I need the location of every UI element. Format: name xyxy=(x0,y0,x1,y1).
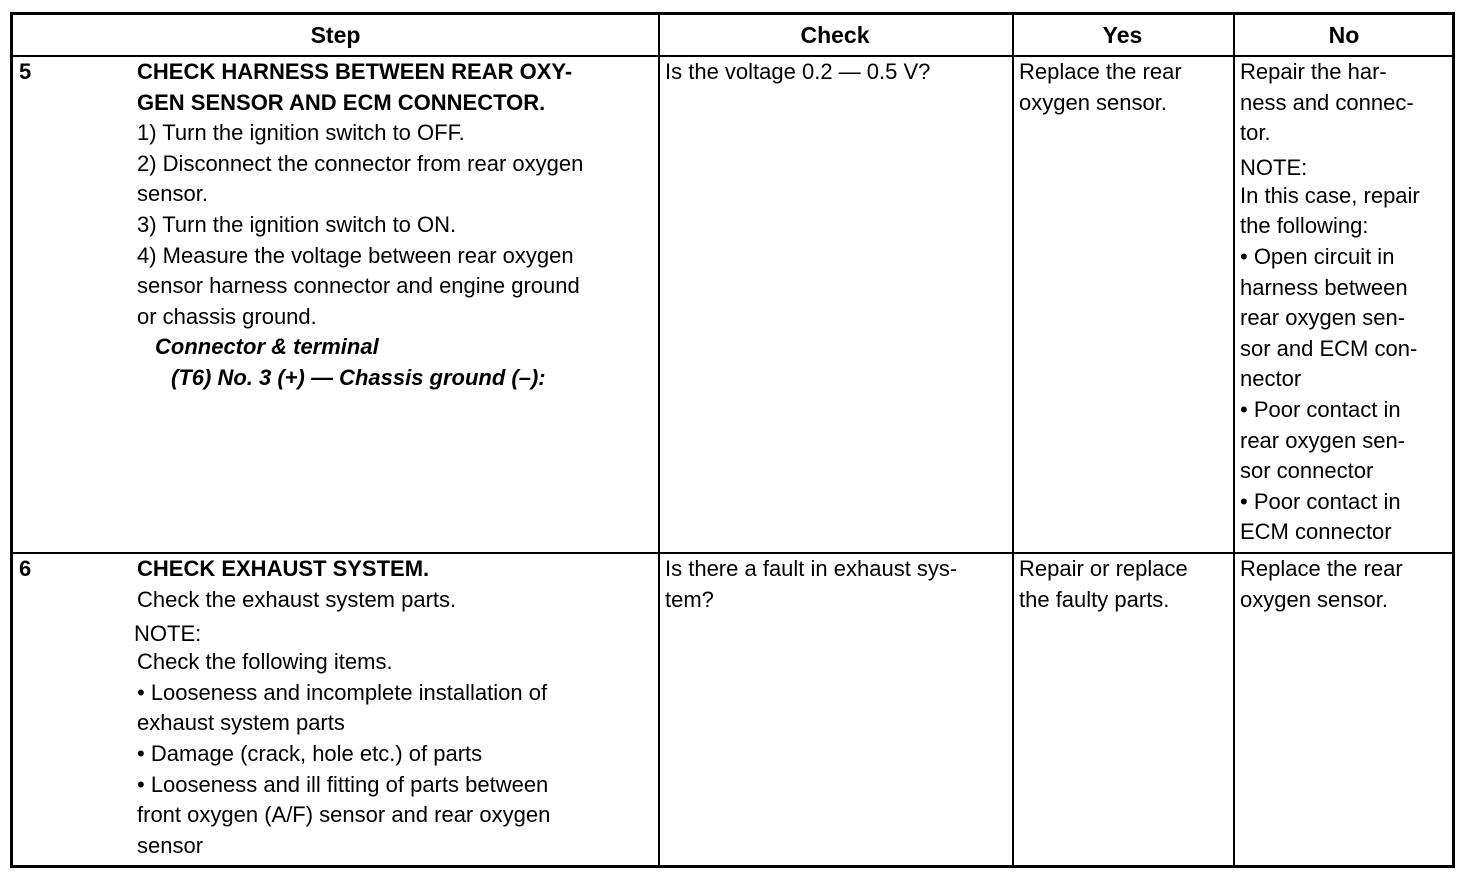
row-6-note-label: NOTE: xyxy=(134,621,202,647)
row-5-no-note-label: NOTE: xyxy=(1240,154,1308,180)
row-5-check-line-1: Is the voltage 0.2 — 0.5 V? xyxy=(665,59,931,84)
row-5-yes xyxy=(1019,57,1182,118)
row-6-title-line-1: CHECK EXHAUST SYSTEM. xyxy=(137,556,430,581)
row-5-step-line-3: sensor. xyxy=(137,181,208,207)
header-check: Check xyxy=(800,22,870,48)
row-5-no-note-line-2: the following: xyxy=(1240,213,1369,239)
row-5-no-note-line-6: sor and ECM con- xyxy=(1240,335,1418,361)
row-5-step-line-6: sensor harness connector and engine ground xyxy=(137,273,580,299)
row-5-step-line-4: 3) Turn the ignition switch to ON. xyxy=(137,211,457,237)
row-6-no xyxy=(1240,554,1403,615)
row-6-yes xyxy=(1019,554,1188,615)
row-5-number: 5 xyxy=(19,59,32,84)
row-5-no-note-line-7: nector xyxy=(1240,366,1302,392)
row-6-step-line-1: Check the exhaust system parts. xyxy=(137,586,457,612)
row-5-no-note-line-10: sor connector xyxy=(1240,458,1374,484)
row-6-yes-line-1: Repair or replace xyxy=(1019,556,1188,581)
row-5-no-note-line-3: • Open circuit in xyxy=(1240,243,1395,269)
row-5-step-line-7: or chassis ground. xyxy=(137,303,317,329)
header-no: No xyxy=(1328,22,1360,48)
row-6-check-line-1: Is there a fault in exhaust sys- xyxy=(665,556,958,581)
row-5-step-line-2: 2) Disconnect the connector from rear oxygen xyxy=(137,150,584,176)
row-5-step-line-1: 1) Turn the ignition switch to OFF. xyxy=(137,120,465,146)
row-6-note-line-2: • Looseness and incomplete installation of xyxy=(137,679,548,705)
row-5-no-line-2: ness and connec- xyxy=(1240,89,1414,115)
row-5-no-note-line-1: In this case, repair xyxy=(1240,182,1420,208)
row-6-check-line-2: tem? xyxy=(665,586,714,612)
row-6-note-line-7: sensor xyxy=(137,832,204,858)
column-divider-step-check xyxy=(658,15,660,865)
row-5-yes-line-1: Replace the rear xyxy=(1019,59,1182,84)
row-5-step xyxy=(137,57,583,394)
row-5-yes-line-2: oxygen sensor. xyxy=(1019,89,1167,115)
row-6-note-line-5: • Looseness and ill fitting of parts between xyxy=(137,771,549,797)
diagnostic-table xyxy=(10,12,1455,868)
row-5-no xyxy=(1240,57,1420,548)
row-5-no-note-line-8: • Poor contact in xyxy=(1240,396,1401,422)
row-6-number: 6 xyxy=(19,556,32,581)
column-divider-yes-no xyxy=(1233,15,1235,865)
column-divider-check-yes xyxy=(1012,15,1014,865)
row-6-note-line-4: • Damage (crack, hole etc.) of parts xyxy=(137,740,483,766)
row-6-step xyxy=(134,554,551,861)
row-6-no-line-2: oxygen sensor. xyxy=(1240,586,1388,612)
row-6-note-line-1: Check the following items. xyxy=(137,649,393,675)
row-5-step-line-5: 4) Measure the voltage between rear oxygen xyxy=(137,242,574,268)
row-5-no-note-line-12: ECM connector xyxy=(1240,519,1392,545)
row-5-no-note-line-9: rear oxygen sen- xyxy=(1240,427,1406,453)
row-5-no-note-line-4: harness between xyxy=(1240,274,1408,300)
row-5-no-line-3: tor. xyxy=(1240,120,1271,146)
row-6-yes-line-2: the faulty parts. xyxy=(1019,586,1170,612)
row-5-no-note-line-5: rear oxygen sen- xyxy=(1240,305,1406,331)
header-yes: Yes xyxy=(1102,22,1143,48)
row-5-title-line-2: GEN SENSOR AND ECM CONNECTOR. xyxy=(137,89,546,115)
row-5-no-line-1: Repair the har- xyxy=(1240,59,1387,84)
row-5-check xyxy=(665,57,930,88)
row-5-connector-label: Connector & terminal xyxy=(155,334,379,360)
row-6-note-line-3: exhaust system parts xyxy=(137,710,345,736)
row-6-no-line-1: Replace the rear xyxy=(1240,556,1403,581)
row-6-check xyxy=(665,554,957,615)
header-step: Step xyxy=(310,22,361,48)
row-5-connector-value: (T6) No. 3 (+) — Chassis ground (–): xyxy=(171,364,546,390)
row-5-no-note-line-11: • Poor contact in xyxy=(1240,488,1401,514)
row-5-title-line-1: CHECK HARNESS BETWEEN REAR OXY- xyxy=(137,59,573,84)
row-6-note-line-6: front oxygen (A/F) sensor and rear oxygen xyxy=(137,802,551,828)
